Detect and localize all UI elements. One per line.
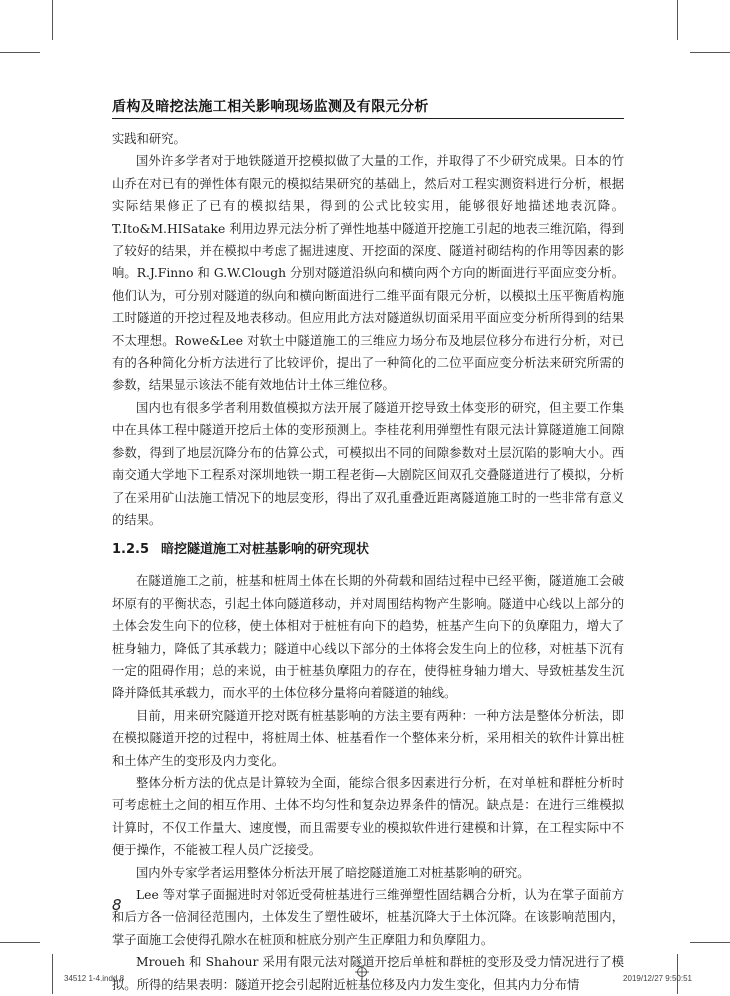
- section-number: 1.2.5: [112, 542, 150, 558]
- slug-file-info: 34512 1-4.indd 8: [64, 974, 125, 983]
- section-heading: [112, 540, 624, 560]
- paragraph: 实践和研究。: [112, 132, 186, 146]
- paragraph: 国内外专家学者运用整体分析法开展了暗挖隧道施工对桩基影响的研究。: [136, 865, 530, 880]
- body-text: [112, 128, 624, 996]
- paragraph: 目前，用来研究隧道开挖对既有桩基影响的方法主要有两种：一种方法是整体分析法，即在模拟隧道开挖的过程中，将桩周土体、桩基看作一个整体来分析，采用相关的软件计算出桩和土体产生的变形及内力变化。: [112, 708, 624, 768]
- paragraph: Mroueh 和 Shahour 采用有限元法对隧道开挖后单桩和群桩的变形及受力情况进行了模拟。所得的结果表明：隧道开挖会引起附近桩基位移及内力发生变化，但其内力分布情: [112, 955, 624, 992]
- page-number: 8: [112, 896, 122, 914]
- paragraph: 国内也有很多学者利用数值模拟方法开展了隧道开挖导致土体变形的研究，但主要工作集中在具体工程中隧道开挖后土体的变形预测上。李桂花利用弹塑性有限元法计算隧道施工间隙参数，得到了地层沉降分布的估算公式，可模拟出不同的间隙参数对土层沉陷的影响大小。西南交通大学地下工程系对深圳地铁一期工程老街—大剧院区间双孔交叠隧道进行了模拟，分析了在采用矿山法施工情况下的地层变形，得出了双孔重叠近距离隧道施工时的一些非常有意义的结果。: [112, 400, 624, 527]
- section-title: 暗挖隧道施工对桩基影响的研究现状: [161, 542, 370, 558]
- crop-mark-top-left-h: [0, 52, 40, 53]
- crop-mark-bottom-left-h: [0, 942, 40, 943]
- crop-mark-top-left-v: [52, 0, 53, 40]
- paragraph: Lee 等对掌子面掘进时对邻近受荷桩基进行三维弹塑性固结耦合分析，认为在掌子面前方和后方各一倍洞径范围内，土体发生了塑性破坏，桩基沉降大于土体沉降。在该影响范围内，掌子面施工会使得孔隙水在桩顶和桩底分别产生正摩阻力和负摩阻力。: [112, 888, 624, 947]
- header-rule: [112, 118, 624, 119]
- paragraph: 整体分析方法的优点是计算较为全面，能综合很多因素进行分析，在对单桩和群桩分析时可考虑桩土之间的相互作用、土体不均匀性和复杂边界条件的情况。缺点是：在进行三维模拟计算时，不仅工作量大、速度慢，而且需要专业的模拟软件进行建模和计算，在工程实际中不便于操作，不能被工程人员广泛接受。: [112, 775, 624, 858]
- crop-mark-bottom-right-h: [690, 942, 730, 943]
- paragraph: 国外许多学者对于地铁隧道开挖模拟做了大量的工作，并取得了不少研究成果。日本的竹山乔在对已有的弹性体有限元的模拟结果研究的基础上，然后对工程实测资料进行分析，根据实际结果修正了已有的模拟结果，得到的公式比较实用，能够很好地描述地表沉降。T.Ito&M.HISatake 利用边界元法分析了弹性地基中隧道开挖施工引起的地表三维沉陷，得到了较好的结果，并在模拟中考虑了掘进速度、开挖面的深度、隧道衬砌结构的作用等因素的影响。R.J.Finno 和 G.W.Clough 分别对隧道沿纵向和横向两个方向的断面进行平面应变分析。他们认为，可分别对隧道的纵向和横向断面进行二维平面有限元分析，以模拟土压平衡盾构施工时隧道的开挖过程及地表移动。但应用此方法对隧道纵切面采用平面应变分析所得到的结果不太理想。Rowe&Lee 对软土中隧道施工的三维应力场分布及地层位移分布进行分析，对已有的各种简化分析方法进行了比较评价，提出了一种简化的二位平面应变分析法来研究所需的参数，结果显示该法不能有效地估计土体三维位移。: [112, 154, 624, 393]
- slug-timestamp: 2019/12/27 9:50:51: [623, 974, 692, 983]
- paragraph: 在隧道施工之前，桩基和桩周土体在长期的外荷载和固结过程中已经平衡，隧道施工会破坏原有的平衡状态，引起土体向隧道移动，并对周围结构物产生影响。隧道中心线以上部分的土体会发生向下的位移，使土体相对于桩桩有向下的趋势，桩基产生向下的负摩阻力，增大了桩身轴力，降低了其承载力；隧道中心线以下部分的土体将会发生向上的位移，对桩基下沉有一定的阻碍作用；总的来说，由于桩基负摩阻力的存在，使得桩身轴力增大、导致桩基发生沉降并降低其承载力，而水平的土体位移分量将向着隧道的轴线。: [112, 574, 624, 701]
- crop-mark-bottom-left-v: [52, 954, 53, 994]
- crop-mark-top-right-h: [690, 52, 730, 53]
- crop-mark-top-right-v: [677, 0, 678, 40]
- registration-mark-icon: [355, 965, 369, 979]
- running-header-title: 盾构及暗挖法施工相关影响现场监测及有限元分析: [112, 99, 429, 115]
